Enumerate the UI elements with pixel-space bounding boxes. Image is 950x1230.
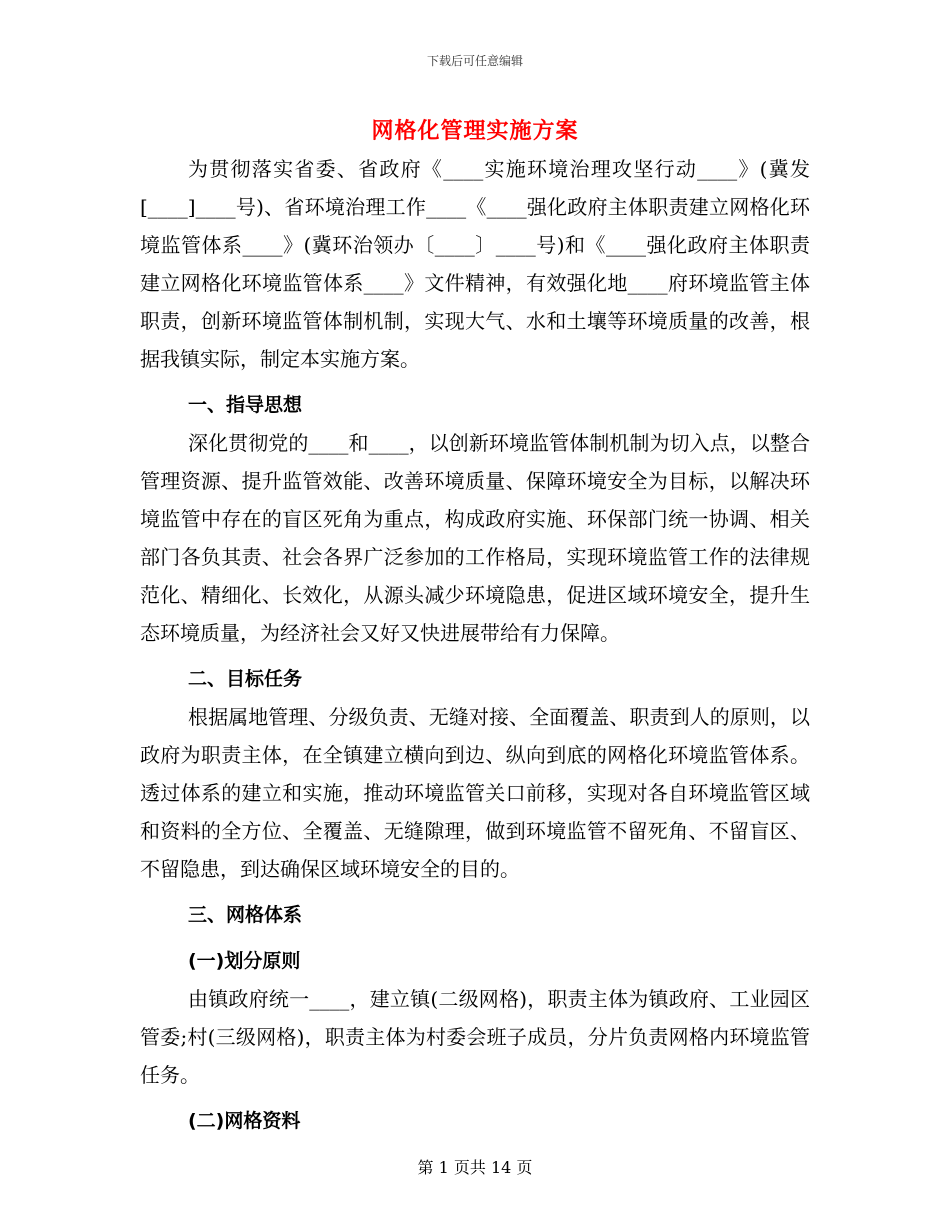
document-body [140, 150, 810, 1140]
page-header: 下载后可任意编辑 [426, 54, 523, 68]
section-paragraph-objectives: 根据属地管理、分级负责、无缝对接、全面覆盖、职责到人的原则，以政府为职责主体，在全镇建立横向到边、纵向到底的网格化环境监管体系。透过体系的建立和实施，推动环境监管关口前移，实现对各自环境监管区域和资料的全方位、全覆盖、无缝隙理，做到环境监管不留死角、不留盲区、不留隐患，到达确保区域环境安全的目的。 [140, 705, 810, 881]
intro-paragraph: 为贯彻落实省委、省政府《____实施环境治理攻坚行动____》(冀发[____]____号)、省环境治理工作____《____强化政府主体职责建立网格化环境监管体系____》(冀环治领办〔____〕____号)和《____强化政府主体职责建立网格化环境监管体系____》文件精神，有效强化地____府环境监管主体职责，创新环境监管体制机制，实现大气、水和土壤等环境质量的改善，根据我镇实际，制定本实施方案。 [140, 157, 810, 371]
page-footer: 第 1 页共 14 页 [417, 1158, 533, 1177]
section-heading-guiding-ideology: 一、指导思想 [188, 394, 303, 416]
section-heading-grid-system: 三、网格体系 [188, 904, 303, 926]
section-heading-objectives: 二、目标任务 [188, 668, 303, 690]
subsection-heading-grid-materials: (二)网格资料 [188, 1110, 301, 1132]
section-paragraph-guiding-ideology: 深化贯彻党的____和____，以创新环境监管体制机制为切入点，以整合管理资源、提升监管效能、改善环境质量、保障环境安全为目标，以解决环境监管中存在的盲区死角为重点，构成政府实施、环保部门统一协调、相关部门各负其责、社会各界广泛参加的工作格局，实现环境监管工作的法律规范化、精细化、长效化，从源头减少环境隐患，促进区域环境安全，提升生态环境质量，为经济社会又好又快进展带给有力保障。 [140, 431, 810, 645]
subsection-heading-division-principles: (一)划分原则 [188, 950, 301, 972]
subsection-paragraph-division-principles: 由镇政府统一____，建立镇(二级网格)，职责主体为镇政府、工业园区管委;村(三级网格)，职责主体为村委会班子成员，分片负责网格内环境监管任务。 [140, 987, 810, 1087]
document-title: 网格化管理实施方案 [371, 119, 579, 144]
